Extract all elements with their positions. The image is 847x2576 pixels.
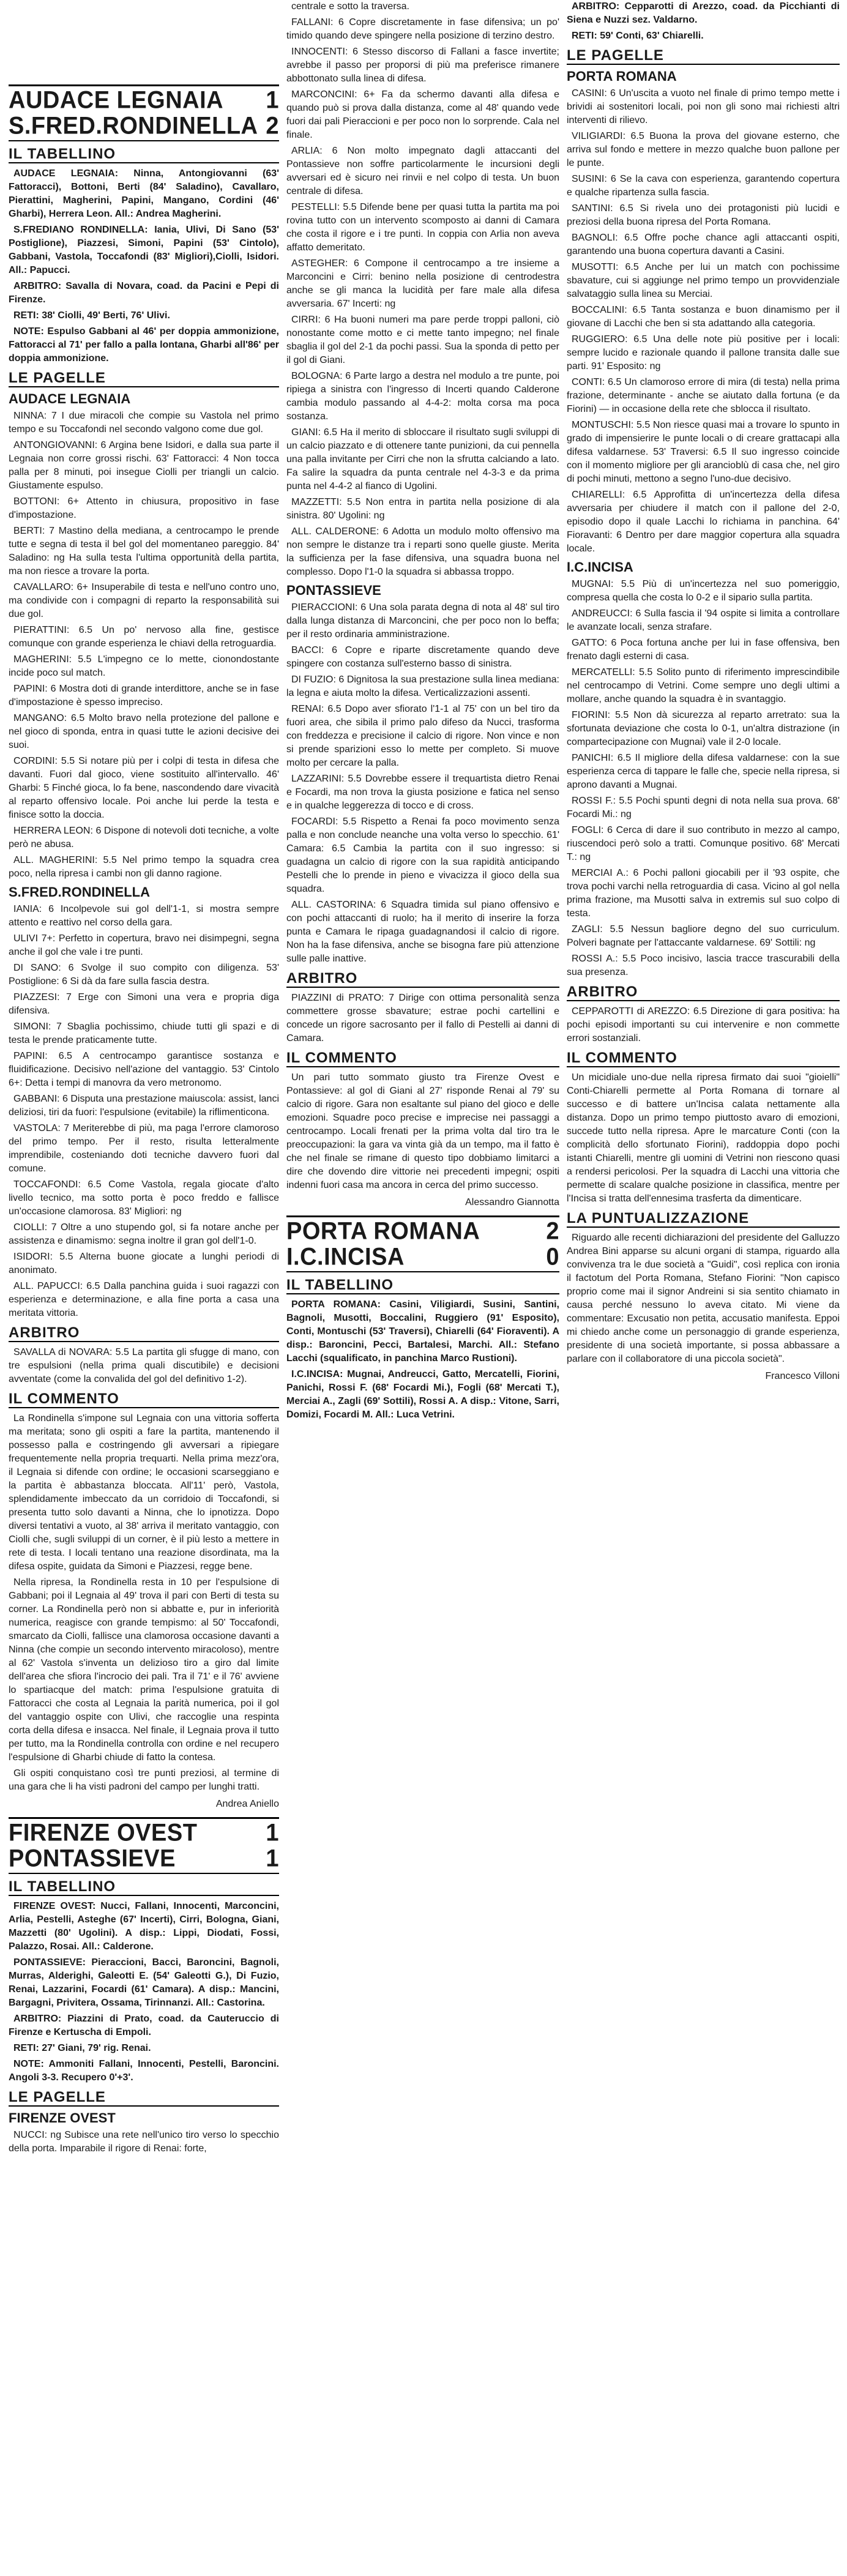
tabellino-line: RETI: 27' Giani, 79' rig. Renai. [13, 2043, 151, 2053]
score-home: 1 [266, 1819, 279, 1847]
section-heading: IL COMMENTO [9, 1392, 279, 1408]
tabellino-line: RETI: 38' Ciolli, 49' Berti, 76' Ulivi. [13, 310, 170, 321]
tabellino-line: NOTE: Espulso Gabbani al 46' per doppia ammonizione, Fattoracci al 71' per fallo a palla lontana, Gharbi all'86' per doppia ammonizione. [9, 326, 279, 364]
player-rating: PIERACCIONI: 6 Una sola parata degna di nota al 48' sul tiro dalla lunga distanza di Marconcini, che per poco non lo beffa; per il resto ordinaria amministrazione. [286, 602, 559, 640]
team-home: AUDACE LEGNAIA [9, 86, 224, 114]
column-3 [567, 0, 840, 2576]
article-portaromana-incisa-cont [567, 0, 840, 1383]
referee-rating: SAVALLA di NOVARA: 5.5 La partita gli sfugge di mano, con tre espulsioni (nella prima quali discutibile) e decisioni avventate (come la convalida del gol del definitivo 1-2). [9, 1347, 279, 1384]
section-heading: LE PAGELLE [9, 371, 279, 387]
match-header-firenze-pontassieve [9, 1817, 279, 1874]
referee-rating: PIAZZINI di PRATO: 7 Dirige con ottima personalità senza commettere grosse sbavature; estrae pochi cartellini e concede un rigore sacrosanto per il fallo di Pestelli ai danni di Camara. [286, 993, 559, 1043]
tabellino-line: S.FREDIANO RONDINELLA: Iania, Ulivi, Di Sano (53' Postiglione), Piazzesi, Simoni, Papini (53' Cintolo), Gabbani, Vastola, Toccafondi (83' Migliori),Ciolli, Isidori. All.: Papucci. [9, 225, 279, 275]
player-rating: CONTI: 6.5 Un clamoroso errore di mira (di testa) nella prima frazione, determinante - anche se aiutato dalla fortuna (e da Fiorini) — in occasione della rete che sblocca il risultato. [567, 377, 840, 414]
score-away: 0 [546, 1243, 559, 1271]
player-rating: CORDINI: 5.5 Si notare più per i colpi di testa in difesa che davanti. Fuori dal gioco, viene sostituito all'intervallo. 46' Gharbi: 5 Finché gioca, lo fa bene, nascondendo dare vivacità al reparto offensivo locale. Poi anche lui perde la testa e finisce sotto la doccia. [9, 756, 279, 820]
score-away: 2 [266, 112, 279, 140]
player-rating: ALL. MAGHERINI: 5.5 Nel primo tempo la squadra crea poco, nella ripresa i cambi non gli danno ragione. [9, 855, 279, 879]
player-rating: ASTEGHER: 6 Compone il centrocampo a tre insieme a Marconcini e Cirri: benino nella posizione di centrodestra anche se gli manca la lucidità per fare male alla difesa avversaria. 67' Incerti: ng [286, 258, 559, 309]
score-home: 1 [266, 86, 279, 114]
column-1 [9, 0, 279, 2576]
player-rating: DI FUZIO: 6 Dignitosa la sua prestazione sulla linea mediana: la legna e aiuta molto la difesa. Verticalizzazioni assenti. [286, 674, 559, 698]
tabellino-line: RETI: 59' Conti, 63' Chiarelli. [572, 31, 704, 41]
team-heading: FIRENZE OVEST [9, 2110, 116, 2126]
player-rating: SUSINI: 6 Se la cava con esperienza, garantendo copertura e qualche ripartenza sulla fascia. [567, 174, 840, 198]
player-rating: PIAZZESI: 7 Erge con Simoni una vera e propria diga difensiva. [9, 992, 279, 1016]
player-rating: PAPINI: 6 Mostra doti di grande interdittore, anche se in fase d'impostazione è spesso impreciso. [9, 684, 279, 707]
article-portaromana-incisa [286, 1279, 559, 1422]
player-rating: MUSOTTI: 6.5 Anche per lui un match con pochissime sbavature, cui si aggiunge nel primo tempo un provvidenziale salvataggio sulla linea su Merciai. [567, 262, 840, 299]
player-rating: RENAI: 6.5 Dopo aver sfiorato l'1-1 al 75' con un bel tiro da fuori area, che sibila il primo palo difeso da Nucci, trasforma con freddezza e precisione il calcio di rigore. Non vince e non si prende sparizioni esso lo mette per completo. Si muove molto per cercare la palla. [286, 704, 559, 768]
player-rating: BOCCALINI: 6.5 Tanta sostanza e buon dinamismo per il giovane di Lacchi che ben si sta adattando alla categoria. [567, 305, 840, 329]
player-rating: PESTELLI: 5.5 Difende bene per quasi tutta la partita ma poi rovina tutto con un intervento scomposto ai danni di Camara che costa il rigore e i tre punti. In coppia con Arlia non aveva affatto demeritato. [286, 202, 559, 253]
player-rating: NUCCI: ng Subisce una rete nell'unico tiro verso lo specchio della porta. Imparabile il rigore di Renai: forte, [9, 2130, 279, 2154]
player-rating: BAGNOLI: 6.5 Offre poche chance agli attaccanti ospiti, garantendo una buona copertura davanti a Casini. [567, 233, 840, 256]
section-heading: ARBITRO [9, 1326, 279, 1342]
section-heading: IL COMMENTO [286, 1051, 559, 1067]
team-heading: PORTA ROMANA [567, 69, 677, 84]
section-heading: ARBITRO [567, 985, 840, 1001]
player-rating: CIOLLI: 7 Oltre a uno stupendo gol, si fa notare anche per assistenza e dinamismo: segna inoltre il gran gol dell'1-0. [9, 1222, 279, 1246]
player-rating: SIMONI: 7 Sbaglia pochissimo, chiude tutti gli spazi e di testa le prende praticamente tutte. [9, 1021, 279, 1045]
comment-paragraph: Gli ospiti conquistano così tre punti preziosi, al termine di una gara che li ha visti padroni del campo per lunghi tratti. [9, 1768, 279, 1792]
column-2 [286, 0, 559, 2576]
comment-paragraph: La Rondinella s'impone sul Legnaia con una vittoria sofferta ma meritata; sono gli ospiti a fare la partita, mantenendo il possesso palla e costringendo gli avversari a ripiegare frequentemente nella propria trequarti. Nella prima mezz'ora, il Legnaia si difende con ordine; le occasioni scarseggiano e la partita è abbastanza bloccata. All'11' però, Vastola, splendidamente imbeccato da un corridoio di Toccafondi, si presenta tutto solo davanti a Ninna, che lo ipnotizza. Dopo diversi tentativi a vuoto, al 38' arriva il meritato vantaggio, con Ciolli che, sugli sviluppi di un corner, è il più lesto a mettere in rete di testa. I locali tentano una reazione disordinata, ma la difesa ospite, guidata da Simoni e Piazzesi, regge bene. [9, 1413, 279, 1572]
player-rating: CHIARELLI: 6.5 Approfitta di un'incertezza della difesa avversaria per chiudere il match con il pallone del 2-0, episodio dopo il quale Lacchi lo richiama in panchina. 64' Fioravanti: 6 Dentro per dare maggior copertura alla squadra locale. [567, 490, 840, 554]
player-rating: CIRRI: 6 Ha buoni numeri ma pare perde troppi palloni, ciò nonostante come motto e ci mette tanto impegno; nel finale sbaglia il gol del 2-1 da pochi passi. Sua la sponda di petto per il gol di Giani. [286, 315, 559, 365]
player-rating: FOGLI: 6 Cerca di dare il suo contributo in mezzo al campo, riuscendoci però solo a tratti. Comunque positivo. 68' Mercati T.: ng [567, 825, 840, 862]
player-rating: FIORINI: 5.5 Non dà sicurezza al reparto arretrato: sua la sfortunata deviazione che costa lo 0-1, un'altra distrazione (in compartecipazione con Mugnai) vale il 2-0 locale. [567, 710, 840, 747]
player-rating: BOLOGNA: 6 Parte largo a destra nel modulo a tre punte, poi ripiega a sinistra con l'ingresso di Incerti quando Calderone cambia modulo passando al 4-4-2: molta corsa ma poca sostanza. [286, 371, 559, 422]
section-heading: IL TABELLINO [286, 1279, 559, 1294]
section-heading: IL COMMENTO [567, 1051, 840, 1067]
player-rating: ALL. PAPUCCI: 6.5 Dalla panchina guida i suoi ragazzi con esperienza e determinazione, e alla fine porta a casa una meritata vittoria. [9, 1281, 279, 1318]
team-home: FIRENZE OVEST [9, 1819, 198, 1847]
player-rating: RUGGIERO: 6.5 Una delle note più positive per i locali: sempre lucido e razionale quando il pallone transita dalle sue parti. 91' Esposito: ng [567, 334, 840, 371]
author-signature: Andrea Aniello [215, 1799, 279, 1809]
tabellino-line: PONTASSIEVE: Pieraccioni, Bacci, Baroncini, Bagnoli, Murras, Alderighi, Galeotti E. (54' Galeotti G.), Di Fuzio, Renai, Lazzarini, Focardi (61' Camara). A disp.: Mancini, Bargagni, Privitera, Ossama, Tirinnanzi. All.: Castorina. [9, 1957, 279, 2008]
author-signature: Francesco Villoni [765, 1371, 840, 1381]
player-rating: ALL. CALDERONE: 6 Adotta un modulo molto offensivo ma non sempre le distanze tra i reparti sono quelle giuste. Merita la sufficienza per la fase difensiva, una squadra buona nel complesso. Dopo l'1-0 la squadra si abbassa troppo. [286, 526, 559, 577]
team-away: PONTASSIEVE [9, 1845, 176, 1873]
player-rating: HERRERA LEON: 6 Dispone di notevoli doti tecniche, a volte però ne abusa. [9, 826, 279, 849]
team-heading: I.C.INCISA [567, 559, 633, 575]
article-legnaia-rondinella [9, 147, 279, 1811]
player-rating: ANDREUCCI: 6 Sulla fascia il '94 ospite si limita a controllare le avanzate locali, senza strafare. [567, 608, 840, 632]
tabellino-line: ARBITRO: Piazzini di Prato, coad. da Cauteruccio di Firenze e Kertuscha di Empoli. [9, 2014, 279, 2037]
player-rating: BOTTONI: 6+ Attento in chiusura, propositivo in fase d'impostazione. [9, 496, 279, 520]
player-rating: FOCARDI: 5.5 Rispetto a Renai fa poco movimento senza palla e non conclude neanche una volta verso lo specchio. 61' Camara: 6.5 Cambia la partita con il suo ingresso: si guadagna un calcio di rigore con la sua rapidità anticipando Pestelli che lo prende in pieno e vivacizza il gioco della sua squadra. [286, 816, 559, 894]
author-signature: Alessandro Giannotta [465, 1197, 559, 1208]
player-rating: CAVALLARO: 6+ Insuperabile di testa e nell'uno contro uno, ma condivide con i compagni di reparto la responsabilità sui due gol. [9, 582, 279, 619]
player-rating: ROSSI F.: 5.5 Pochi spunti degni di nota nella sua prova. 68' Focardi Mi.: ng [567, 796, 840, 819]
player-rating: CASINI: 6 Un'uscita a vuoto nel finale di primo tempo mette i brividi ai sostenitori locali, poi non gli sono mai richiesti altri interventi di rilievo. [567, 88, 840, 125]
player-rating: SANTINI: 6.5 Si rivela uno dei protagonisti più lucidi e preziosi della buona ripresa del Porta Romana. [567, 203, 840, 227]
player-rating: PAPINI: 6.5 A centrocampo garantisce sostanza e fluidificazione. Decisivo nell'azione del vantaggio. 53' Cintolo 6+: Detta i tempi di manovra da vero metronomo. [9, 1051, 279, 1088]
player-rating: ISIDORI: 5.5 Alterna buone giocate a lunghi periodi di anonimato. [9, 1252, 279, 1275]
section-heading: LE PAGELLE [567, 49, 840, 65]
player-rating: MERCATELLI: 5.5 Solito punto di riferimento imprescindibile nel centrocampo di Vetrini. Come sempre uno degli ultimi a mollare, anche quando la squadra è in svantaggio. [567, 667, 840, 704]
tabellino-line: I.C.INCISA: Mugnai, Andreucci, Gatto, Mercatelli, Fiorini, Panichi, Rossi F. (68' Focardi Mi.), Fogli (68' Mercati T.), Merciai A., Zagli (69' Sottili), Rossi A. A disp.: Vitone, Sarri, Domizi, Focardi M. All.: Luca Vetrini. [286, 1369, 559, 1420]
match-header-portaromana-incisa [286, 1215, 559, 1272]
team-home: PORTA ROMANA [286, 1217, 480, 1245]
section-heading: IL TABELLINO [9, 147, 279, 163]
team-heading: S.FRED.RONDINELLA [9, 884, 150, 900]
player-rating: MARCONCINI: 6+ Fa da schermo davanti alla difesa e quando può si prova dalla distanza, come al 48' quando vede fuori dai pali Pieraccioni e per poco non lo sorprende. Cala nel finale. [286, 89, 559, 140]
tabellino-line: NOTE: Ammoniti Fallani, Innocenti, Pestelli, Baroncini. Angoli 3-3. Recupero 0'+3'. [9, 2059, 279, 2083]
comment-paragraph: Un pari tutto sommato giusto tra Firenze Ovest e Pontassieve: al gol di Giani al 27' risponde Renai al 79' su calcio di rigore. Gara non esaltante sul piano del gioco e delle emozioni. Squadre poco precise e imprecise nei passaggi a centrocampo. Locali frenati per la prima volta dal tiro tra le preoccupazioni: la gara va vinta già da un tempo, ma il fatto è che nel finale se rimane di questo tipo dobbiamo limitarci a dire che dovendo dire vittorie nei precedenti impegni; ospiti indenni fuori casa ma ancora in cerca del primo successo. [286, 1072, 559, 1190]
player-rating: centrale e sotto la traversa. [291, 1, 409, 12]
player-rating: VILIGIARDI: 6.5 Buona la prova del giovane esterno, che arriva sul fondo e mettere in mezzo qualche buon pallone per le punte. [567, 131, 840, 168]
player-rating: LAZZARINI: 5.5 Dovrebbe essere il trequartista dietro Renai e Focardi, ma non trova la giusta posizione e fatica nel senso e in qualche leggerezza di tocco e di cross. [286, 774, 559, 811]
player-rating: VASTOLA: 7 Meriterebbe di più, ma paga l'errore clamoroso del primo tempo. Per il resto, risulta letteralmente imprendibile, costeniando doti tecniche davvero fuori dal comune. [9, 1123, 279, 1174]
score-away: 1 [266, 1845, 279, 1873]
player-rating: MERCIAI A.: 6 Pochi palloni giocabili per il '93 ospite, che trova pochi varchi nella retroguardia di casa. Vicino al gol nella prima frazione, ma Musotti salva in extremis sul suo colpo di testa. [567, 868, 840, 919]
match-header-legnaia-rondinella [9, 84, 279, 141]
player-rating: MAGHERINI: 5.5 L'impegno ce lo mette, cionondostante incide poco sul match. [9, 654, 279, 678]
player-rating: ROSSI A.: 5.5 Poco incisivo, lascia tracce trascurabili della sua presenza. [567, 954, 840, 977]
player-rating: MANGANO: 6.5 Molto bravo nella protezione del pallone e nel gioco di sponda, entra in quasi tutte le azioni decisive dei suoi. [9, 713, 279, 750]
player-rating: GABBANI: 6 Disputa una prestazione maiuscola: assist, lanci deliziosi, tiri da fuori: l'espulsione (evitabile) la riflimenticona. [9, 1094, 279, 1118]
section-heading: ARBITRO [286, 972, 559, 988]
player-rating: NINNA: 7 I due miracoli che compie su Vastola nel primo tempo e su Toccafondi nel secondo valgono come due gol. [9, 411, 279, 435]
tabellino-line: AUDACE LEGNAIA: Ninna, Antongiovanni (63' Fattoracci), Bottoni, Berti (84' Saladino), Cavallaro, Pierattini, Magherini, Papini, Mangano, Cordini (46' Gharbi), Herrera Leon. All.: Andrea Magherini. [9, 168, 279, 219]
player-rating: ULIVI 7+: Perfetto in copertura, bravo nei disimpegni, segna anche il gol che vale i tre punti. [9, 933, 279, 957]
section-heading: IL TABELLINO [9, 1880, 279, 1896]
tabellino-line: FIRENZE OVEST: Nucci, Fallani, Innocenti, Marconcini, Arlia, Pestelli, Asteghe (67' Incerti), Cirri, Bologna, Giani, Mazzetti (80' Ugolini). A disp.: Lippi, Diodati, Fossi, Palazzo, Rosai. All.: Calderone. [9, 1901, 279, 1952]
statement-paragraph: Riguardo alle recenti dichiarazioni del presidente del Galluzzo Andrea Bini apparse su alcuni organi di stampa, riguardo alla convivenza tra le due società a "Guidi", così replica con ironia il factotum del Porta Romana, Stefano Fiorini: "Non capisco proprio come mai il signor Andreini si sia sentito chiamato in causa perché nessuno lo aveva citato. Mi viene da commentare: Excusatio non petita, accusatio manifesta. Eppoi mi chiedo anche come un personaggio di grande esperienza, presidente di una società importante, si possa abbassare a parlare con il collaboratore di una piccola società". [567, 1233, 840, 1364]
comment-paragraph: Un micidiale uno-due nella ripresa firmato dai suoi "gioielli" Conti-Chiarelli permette al Porta Romana di tornare al successo e di battere un'Incisa calata nettamente alla distanza. Dopo un primo tempo piuttosto avaro di emozioni, succede tutto nella ripresa. Apre le marcature Conti (con la complicità dello sfortunato Fiorini), raddoppia dopo pochi istanti Chiarelli, mentre gli uomini di Vetrini non riescono quasi a rendersi pericolosi. Per la squadra di Lacchi una vittoria che permette di scalare qualche posizione in classifica, mentre per l'Incisa si tratta dell'ennesima trasferta da dimenticare. [567, 1072, 840, 1204]
team-heading: PONTASSIEVE [286, 583, 381, 598]
player-rating: GIANI: 6.5 Ha il merito di sbloccare il risultato sugli sviluppi di un calcio piazzato e di ottenere tante punizioni, da cui pennella una palla invitante per Cirri che non la sfrutta calciando a lato. Fa salire la squadra da punta centrale nel 4-3-3 e da prima punta nel 4-4-2 al fianco di Ugolini. [286, 427, 559, 491]
player-rating: GATTO: 6 Poca fortuna anche per lui in fase offensiva, ben frenato dagli esterni di casa. [567, 638, 840, 662]
player-rating: INNOCENTI: 6 Stesso discorso di Fallani a fasce invertite; avrebbe il passo per proporsi di più ma preferisce rimanere abbottonato sulla linea di difesa. [286, 47, 559, 84]
referee-rating: CEPPAROTTI di AREZZO: 6.5 Direzione di gara positiva: ha pochi episodi importanti su cui intervenire e non commette errori sostanziali. [567, 1006, 840, 1043]
player-rating: IANIA: 6 Incolpevole sui gol dell'1-1, si mostra sempre attento e reattivo nel corso della gara. [9, 904, 279, 928]
player-rating: ARLIA: 6 Non molto impegnato dagli attaccanti del Pontassieve non soffre particolarmente le incursioni degli avversari ed è sicuro nei rinvii e nel colpo di testa. Un buon centrale di difesa. [286, 146, 559, 196]
article-firenze-pontassieve [9, 1880, 279, 2156]
team-away: I.C.INCISA [286, 1243, 405, 1271]
section-heading: LA PUNTUALIZZAZIONE [567, 1212, 840, 1228]
player-rating: DI SANO: 6 Svolge il suo compito con diligenza. 53' Postiglione: 6 Si dà da fare sulla fascia destra. [9, 963, 279, 987]
player-rating: MAZZETTI: 5.5 Non entra in partita nella posizione di ala sinistra. 80' Ugolini: ng [286, 497, 559, 521]
tabellino-line: PORTA ROMANA: Casini, Viligiardi, Susini, Santini, Bagnoli, Musotti, Boccalini, Ruggiero (91' Esposito), Conti, Montuschi (53' Traversi), Chiarelli (64' Fioraventi). A disp.: Baroncini, Pecci, Bartalesi, Marchi. All.: Stefano Lacchi (squalificato, in panchina Marco Rustioni). [286, 1299, 559, 1364]
player-rating: MONTUSCHI: 5.5 Non riesce quasi mai a trovare lo spunto in grado di impensierire le punte locali o di creare grattacapi alla difesa valdarnese. 53' Traversi: 6.5 Il suo ingresso coincide con il momento migliore per gli arancioblù di casa che, nel giro di pochi minuti, mettono a segno l'uno-due decisivo. [567, 420, 840, 484]
player-rating: TOCCAFONDI: 6.5 Come Vastola, regala giocate d'alto livello tecnico, ma sotto porta è poco freddo e fallisce un'occasione clamorosa. 83' Migliori: ng [9, 1179, 279, 1217]
comment-paragraph: Nella ripresa, la Rondinella resta in 10 per l'espulsione di Gabbani; poi il Legnaia al 49' trova il pari con Berti di testa su corner. La Rondinella però non si abbatte e, pur in inferiorità numerica, reagisce con grande tempismo: al 50' Toccafondi, smarcato da Ciolli, fallisce una clamorosa occasione davanti a Ninna (che compie un secondo intervento miracoloso), mentre al 62' Vastola s'inventa un delizioso tiro a giro dal limite dell'area che sfiora l'incrocio dei pali. Tra il 71' e il 76' avviene lo spartiacque del match: prima l'espulsione gratuita di Fattoracci che costa al Legnaia la parità numerica, poi il gol del vantaggio ospite con Ulivi, che raccoglie una respinta corta della difesa e insacca. Nel finale, il Legnaia prova il tutto per tutto, ma la Rondinella controlla con ordine e nel recupero l'espulsione di Gharbi chiude di fatto la contesa. [9, 1577, 279, 1763]
score-home: 2 [546, 1217, 559, 1245]
tabellino-line: ARBITRO: Cepparotti di Arezzo, coad. da Picchianti di Siena e Nuzzi sez. Valdarno. [567, 1, 840, 25]
player-rating: ANTONGIOVANNI: 6 Argina bene Isidori, e dalla sua parte il Legnaia non corre grossi rischi. 63' Fattoracci: 4 Non tocca palla per 8 minuti, poi insegue Ciolli per triangli un calcio. Giustamente espulso. [9, 440, 279, 491]
player-rating: MUGNAI: 5.5 Più di un'incertezza nel suo pomeriggio, compresa quella che costa lo 0-2 e il sipario sulla partita. [567, 579, 840, 603]
player-rating: ZAGLI: 5.5 Nessun bagliore degno del suo curriculum. Polveri bagnate per l'attaccante valdarnese. 69' Sottili: ng [567, 924, 840, 948]
team-heading: AUDACE LEGNAIA [9, 391, 131, 406]
player-rating: BACCI: 6 Copre e riparte discretamente quando deve spingere con costanza sull'esterno basso di sinistra. [286, 645, 559, 669]
player-rating: BERTI: 7 Mastino della mediana, a centrocampo le prende tutte e segna di testa il bel gol del momentaneo pareggio. 84' Saladino: ng Ha sulla testa l'ultima opportunità della partita, ma non riesce a trovare la porta. [9, 526, 279, 577]
article-firenze-pontassieve-cont [286, 0, 559, 1209]
player-rating: FALLANI: 6 Copre discretamente in fase difensiva; un po' timido quando deve spingere nella posizione di terzino destro. [286, 17, 559, 41]
team-away: S.FRED.RONDINELLA [9, 112, 258, 140]
tabellino-line: ARBITRO: Savalla di Novara, coad. da Pacini e Pepi di Firenze. [9, 281, 279, 305]
player-rating: PIERATTINI: 6.5 Un po' nervoso alla fine, gestisce comunque con grande esperienza le chiavi della retroguardia. [9, 625, 279, 649]
player-rating: ALL. CASTORINA: 6 Squadra timida sul piano offensivo e con pochi attaccanti di ruolo; ha il merito di inserire la forza punta e Camara le ripaga guadagnandosi il calcio di rigore. Non ha la fase difensiva, anche se bisogna fare più attenzione sulle palle inattive. [286, 900, 559, 964]
player-rating: PANICHI: 6.5 Il migliore della difesa valdarnese: con la sue esperienza cerca di tappare le falle che, specie nella ripresa, si aprono davanti a Mugnai. [567, 753, 840, 790]
section-heading: LE PAGELLE [9, 2091, 279, 2107]
